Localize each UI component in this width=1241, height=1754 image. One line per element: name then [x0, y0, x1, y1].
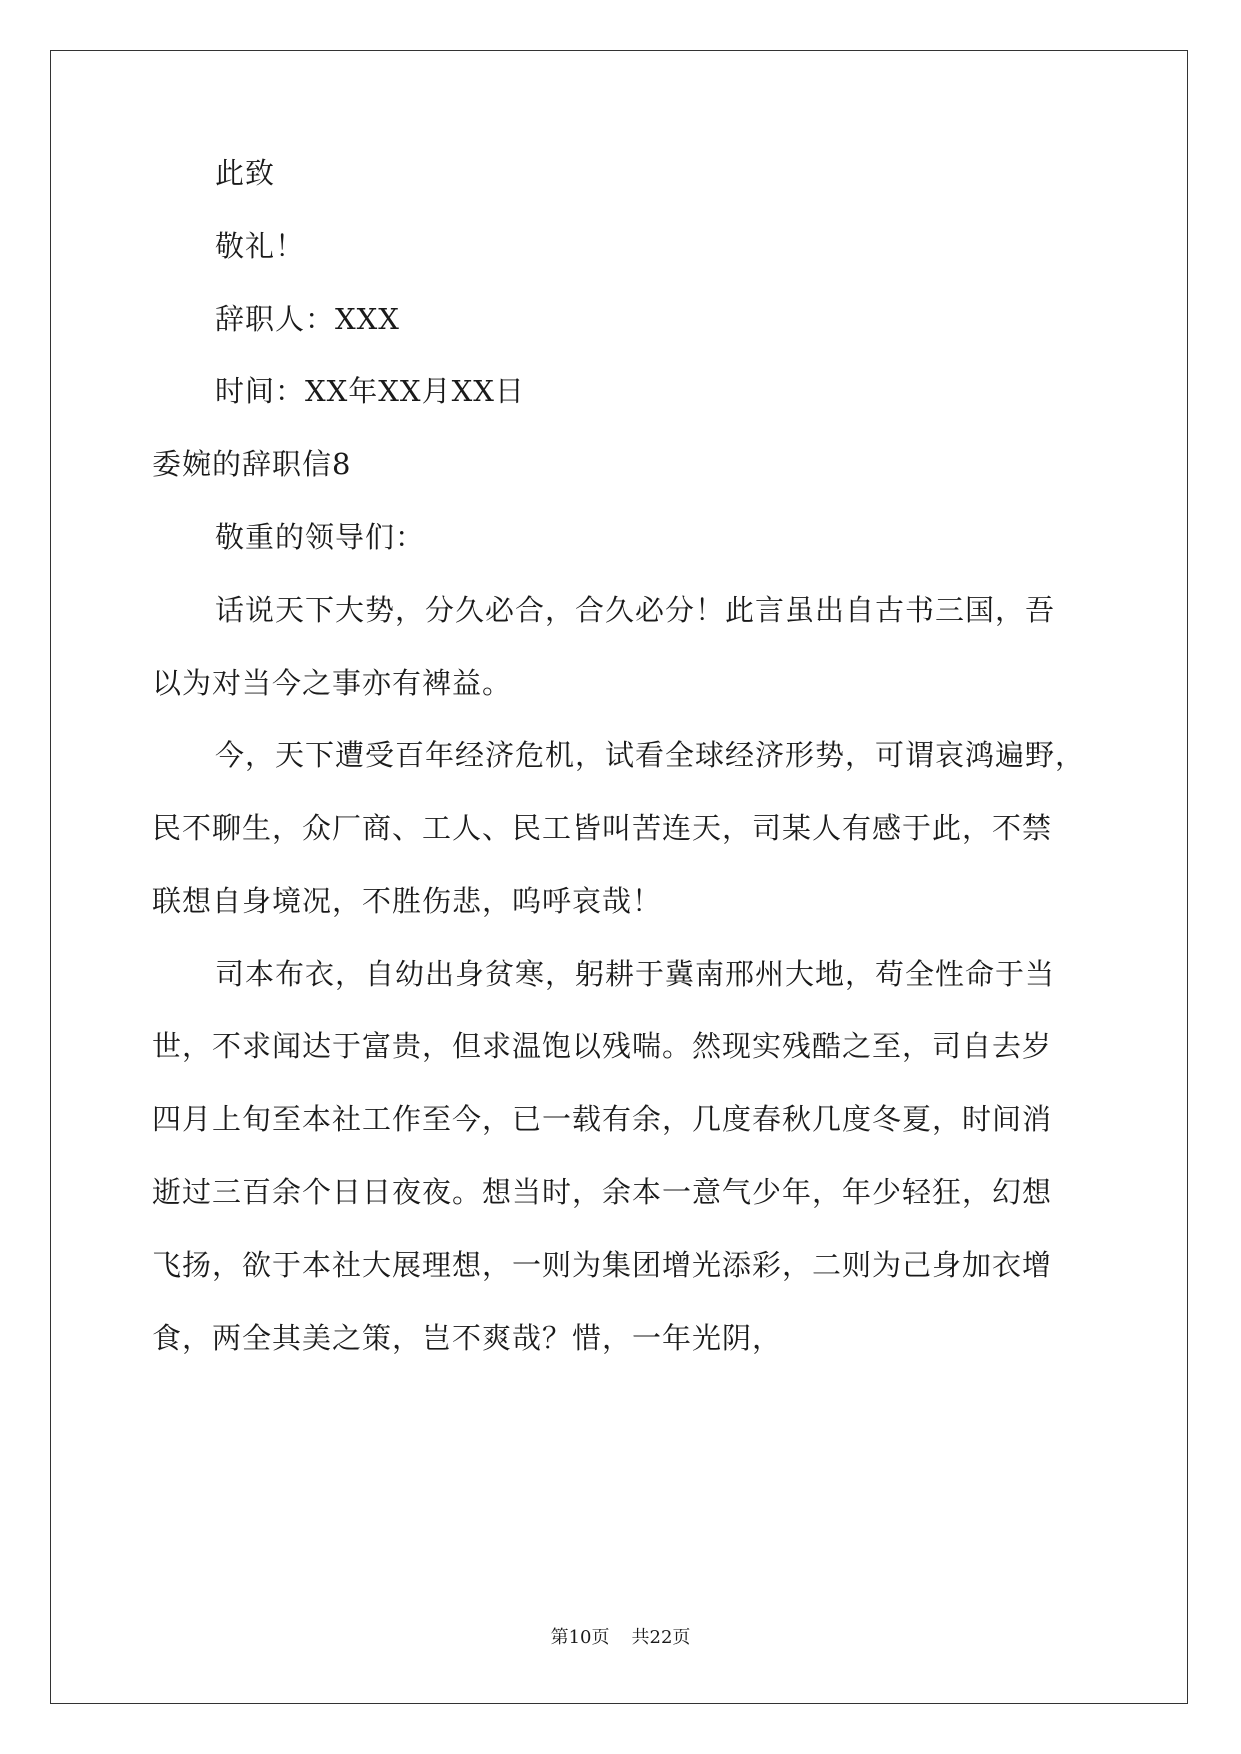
- paragraph-line: 食，两全其美之策，岂不爽哉？惜，一年光阴，: [152, 1321, 783, 1355]
- paragraph-line: 民不聊生，众厂商、工人、民工皆叫苦连天，司某人有感于此，不禁: [152, 811, 1053, 845]
- signer-line: 辞职人：XXX: [215, 302, 400, 336]
- section-heading: 委婉的辞职信8: [152, 447, 352, 481]
- paragraph-line: 逝过三百余个日日夜夜。想当时，余本一意气少年，年少轻狂，幻想: [152, 1175, 1053, 1209]
- paragraph-line: 以为对当今之事亦有裨益。: [152, 666, 513, 700]
- greeting-line: 敬重的领导们：: [215, 520, 426, 554]
- paragraph-line: 今，天下遭受百年经济危机，试看全球经济形势，可谓哀鸿遍野，: [215, 738, 1086, 772]
- page-number: 第10页: [550, 1627, 610, 1648]
- date-line: 时间：XX年XX月XX日: [215, 374, 525, 408]
- page-total: 共22页: [631, 1627, 691, 1648]
- paragraph-line: 话说天下大势，分久必合，合久必分！此言虽出自古书三国，吾: [215, 593, 1056, 627]
- page-border: [50, 50, 1188, 1704]
- closing-salutation: 此致: [215, 156, 276, 190]
- paragraph-line: 联想自身境况，不胜伤悲，呜呼哀哉！: [152, 884, 663, 918]
- paragraph-line: 四月上旬至本社工作至今，已一载有余，几度春秋几度冬夏，时间消: [152, 1102, 1053, 1136]
- page-footer: [0, 1626, 1241, 1650]
- closing-regards: 敬礼！: [215, 229, 306, 263]
- paragraph-line: 世，不求闻达于富贵，但求温饱以残喘。然现实残酷之至，司自去岁: [152, 1029, 1053, 1063]
- paragraph-line: 飞扬，欲于本社大展理想，一则为集团增光添彩，二则为己身加衣增: [152, 1248, 1053, 1282]
- paragraph-line: 司本布衣，自幼出身贫寒，躬耕于冀南邢州大地，苟全性命于当: [215, 957, 1056, 991]
